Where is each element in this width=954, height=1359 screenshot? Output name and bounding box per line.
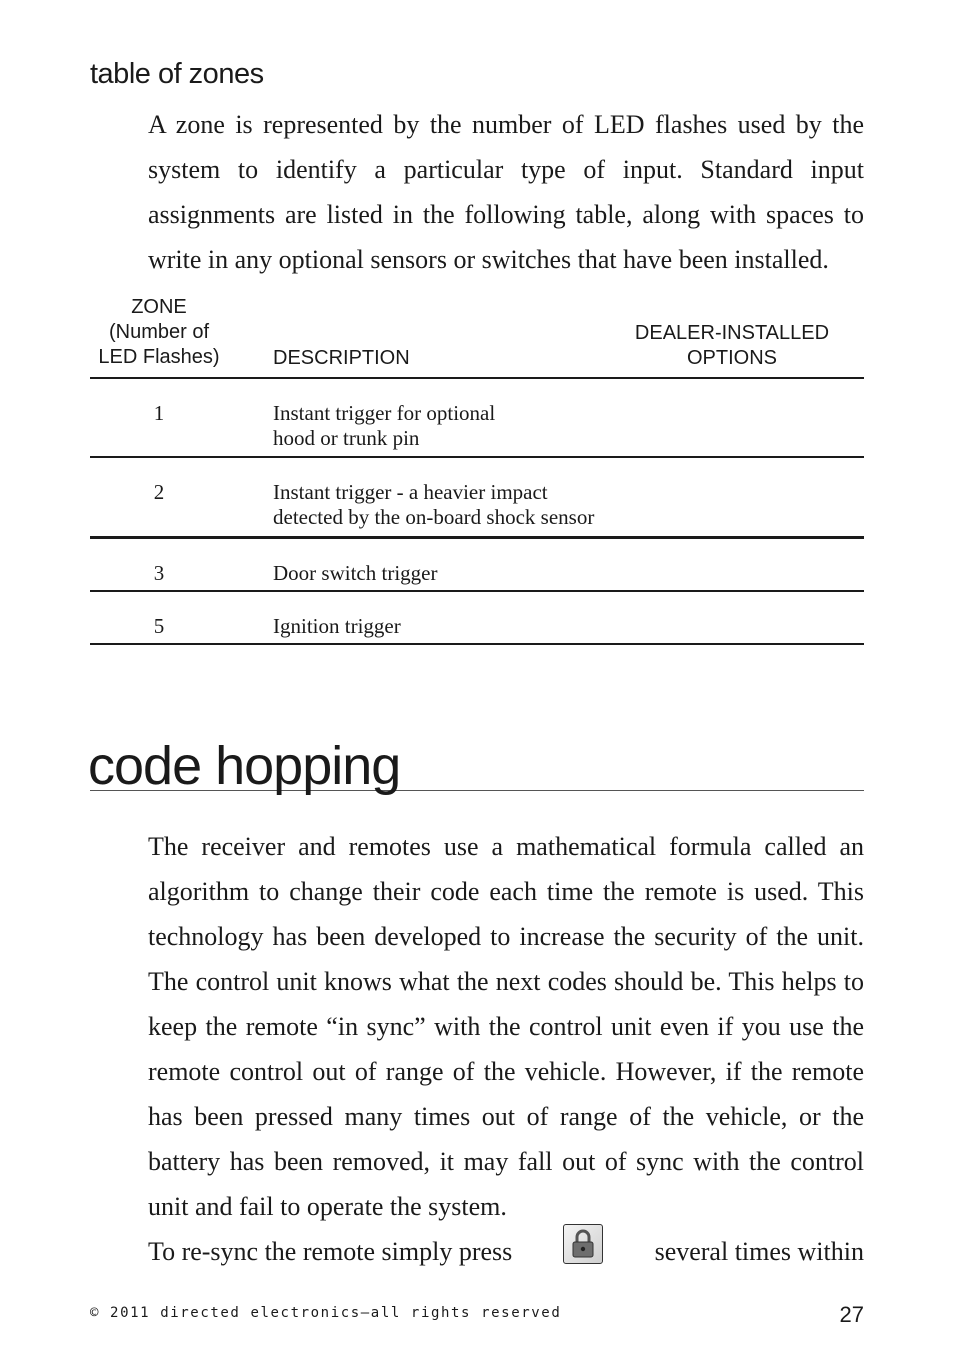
table-header bbox=[90, 295, 864, 379]
table-row bbox=[90, 379, 864, 458]
body-paragraph: The receiver and remotes use a mathematical formula called an algorithm to change their code each time the remote is used. This technology has been developed to increase the security of the unit. The control unit knows what the next codes should be. This helps to keep the remote “in sync” with the control unit even if you use the remote control out of range of the vehicle. However, if the remote has been pressed many times out of range of the vehicle, or the battery has been removed, it may fall out of sync with the control unit and fail to operate the system. bbox=[148, 832, 864, 1221]
lock-icon bbox=[563, 1224, 603, 1264]
resync-text-before: To re-sync the remote simply press bbox=[148, 1237, 513, 1266]
zone-description: Door switch trigger bbox=[273, 561, 438, 585]
intro-paragraph: A zone is represented by the number of LED flashes used by the system to identify a particular type of input. Standard input assignments are listed in the following table, along with spaces to write in any optional sensors or switches that have been installed. bbox=[148, 110, 864, 274]
lock-icon-glyph bbox=[570, 1228, 596, 1260]
zone-number: 5 bbox=[153, 614, 165, 638]
table-row bbox=[90, 458, 864, 539]
header-options: DEALER-INSTALLED OPTIONS bbox=[634, 322, 830, 369]
code-hopping-body bbox=[148, 824, 864, 1274]
page-number: 27 bbox=[839, 1302, 864, 1327]
zone-number: 2 bbox=[153, 480, 165, 504]
resync-text-after: several times within bbox=[654, 1237, 864, 1266]
resync-line bbox=[148, 1229, 864, 1274]
zone-number: 1 bbox=[153, 401, 165, 425]
zone-description: Ignition trigger bbox=[273, 614, 401, 638]
zone-table bbox=[90, 295, 864, 645]
zone-number: 3 bbox=[153, 561, 165, 585]
code-hopping-heading-rule bbox=[88, 730, 864, 796]
zone-description: Instant trigger - a heavier impact detected by the on-board shock sensor bbox=[273, 480, 595, 529]
header-zone: ZONE (Number of LED Flashes) bbox=[98, 296, 220, 368]
zone-description: Instant trigger for optional hood or trunk pin bbox=[273, 401, 496, 450]
table-row bbox=[90, 592, 864, 645]
section-title: table of zones bbox=[90, 58, 264, 90]
table-row bbox=[90, 539, 864, 592]
header-description: DESCRIPTION bbox=[273, 347, 410, 369]
code-hopping-heading: code hopping bbox=[88, 736, 401, 796]
footer-copyright: © 2011 directed electronics—all rights reserved bbox=[90, 1305, 562, 1321]
